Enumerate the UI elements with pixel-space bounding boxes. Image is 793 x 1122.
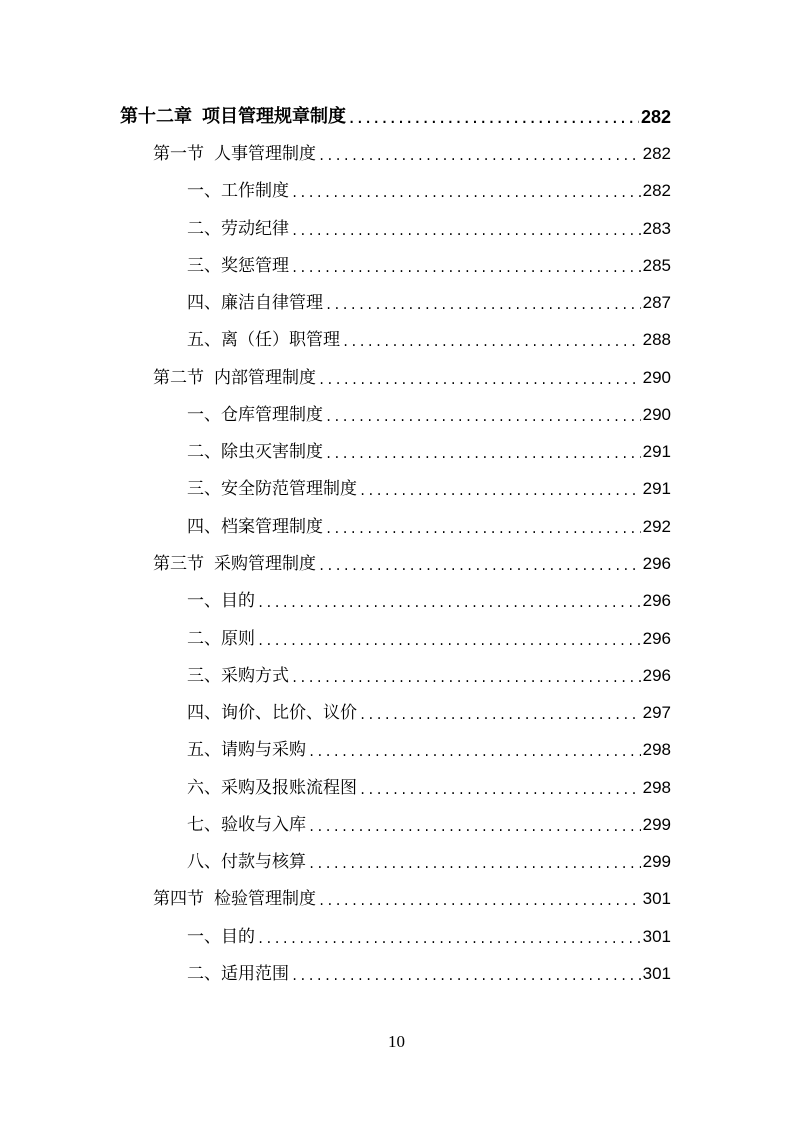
toc-entry-page: 298 <box>642 740 671 759</box>
toc-entry-text: 一、工作制度 <box>187 181 289 201</box>
toc-dot-leader <box>291 222 641 240</box>
toc-entry-subsection[interactable] <box>187 286 671 314</box>
toc-entry-subsection[interactable] <box>187 510 671 538</box>
toc-entry-page: 299 <box>642 852 671 871</box>
toc-entry-page: 287 <box>642 293 671 312</box>
toc-entry-page: 291 <box>642 479 671 498</box>
toc-entry-text: 内部管理制度 <box>214 368 316 388</box>
toc-entry-page: 285 <box>642 256 671 275</box>
toc-entry-subsection[interactable] <box>187 584 671 612</box>
toc-entry-page: 296 <box>642 554 671 573</box>
toc-entry-subsection[interactable] <box>187 920 671 948</box>
toc-entry-number: 第三节 <box>153 554 204 574</box>
toc-entry-subsection[interactable] <box>187 808 671 836</box>
toc-entry-text: 七、验收与入库 <box>187 815 306 835</box>
toc-entry-text: 人事管理制度 <box>214 144 316 164</box>
toc-entry-section[interactable] <box>153 547 671 575</box>
toc-entry-page: 290 <box>642 368 671 387</box>
toc-entry-subsection[interactable] <box>187 771 671 799</box>
toc-entry-title <box>187 478 357 500</box>
toc-dot-leader <box>257 632 641 650</box>
toc-entry-number: 第一节 <box>153 144 204 164</box>
toc-dot-leader <box>359 706 641 724</box>
toc-entry-subsection[interactable] <box>187 733 671 761</box>
toc-entry-page: 288 <box>642 330 671 349</box>
toc-entry-title <box>187 590 255 612</box>
toc-dot-leader <box>257 594 641 612</box>
toc-entry-text: 六、采购及报账流程图 <box>187 778 357 798</box>
toc-entry-text: 二、适用范围 <box>187 964 289 984</box>
toc-entry-subsection[interactable] <box>187 435 671 463</box>
toc-entry-text: 检验管理制度 <box>214 889 316 909</box>
toc-entry-title <box>187 218 289 240</box>
toc-entry-page: 296 <box>642 666 671 685</box>
toc-dot-leader <box>342 333 641 351</box>
toc-entry-title <box>187 404 323 426</box>
toc-entry-title <box>153 143 316 165</box>
toc-entry-title <box>187 777 357 799</box>
toc-entry-page: 299 <box>642 815 671 834</box>
toc-entry-text: 采购管理制度 <box>214 554 316 574</box>
toc-dot-leader <box>291 184 641 202</box>
toc-entry-number: 第十二章 <box>120 106 192 127</box>
toc-entry-number: 第四节 <box>153 889 204 909</box>
toc-entry-subsection[interactable] <box>187 696 671 724</box>
toc-entry-page: 301 <box>642 889 671 908</box>
toc-entry-title <box>187 665 289 687</box>
toc-entry-page: 282 <box>642 144 671 163</box>
toc-entry-section[interactable] <box>153 882 671 910</box>
toc-entry-text: 二、劳动纪律 <box>187 219 289 239</box>
toc-entry-text: 四、询价、比价、议价 <box>187 703 357 723</box>
toc-entry-title <box>187 516 323 538</box>
toc-entry-subsection[interactable] <box>187 659 671 687</box>
toc-dot-leader <box>291 259 641 277</box>
toc-entry-text: 一、目的 <box>187 591 255 611</box>
toc-entry-page: 297 <box>642 703 671 722</box>
toc-dot-leader <box>325 296 641 314</box>
toc-entry-subsection[interactable] <box>187 622 671 650</box>
toc-dot-leader <box>325 445 641 463</box>
toc-entry-title <box>187 628 255 650</box>
toc-entry-title <box>153 888 316 910</box>
toc-entry-title <box>187 702 357 724</box>
toc-entry-text: 一、仓库管理制度 <box>187 405 323 425</box>
toc-entry-page: 292 <box>642 517 671 536</box>
toc-dot-leader <box>291 967 641 985</box>
toc-entry-title <box>187 963 289 985</box>
toc-entry-title <box>187 180 289 202</box>
toc-dot-leader <box>325 520 641 538</box>
toc-dot-leader <box>308 743 641 761</box>
toc-entry-chapter[interactable] <box>120 100 671 128</box>
toc-entry-title <box>187 329 340 351</box>
toc-entry-section[interactable] <box>153 361 671 389</box>
toc-dot-leader <box>359 781 641 799</box>
toc-entry-section[interactable] <box>153 137 671 165</box>
toc-dot-leader <box>348 110 639 128</box>
toc-entry-subsection[interactable] <box>187 398 671 426</box>
toc-entry-text: 三、安全防范管理制度 <box>187 479 357 499</box>
toc-entry-title <box>120 106 346 128</box>
toc-dot-leader <box>318 557 641 575</box>
toc-dot-leader <box>257 930 641 948</box>
toc-entry-page: 296 <box>642 591 671 610</box>
toc-dot-leader <box>308 855 641 873</box>
page-number: 10 <box>388 1032 405 1051</box>
toc-entry-subsection[interactable] <box>187 957 671 985</box>
toc-entry-text: 项目管理规章制度 <box>202 106 346 127</box>
toc-dot-leader <box>308 818 641 836</box>
toc-entry-subsection[interactable] <box>187 174 671 202</box>
toc-entry-subsection[interactable] <box>187 472 671 500</box>
toc-entry-subsection[interactable] <box>187 845 671 873</box>
toc-entry-page: 291 <box>642 442 671 461</box>
toc-dot-leader <box>318 892 641 910</box>
toc-entry-text: 八、付款与核算 <box>187 852 306 872</box>
toc-dot-leader <box>325 408 641 426</box>
toc-entry-page: 296 <box>642 629 671 648</box>
toc-entry-text: 四、档案管理制度 <box>187 517 323 537</box>
toc-entry-title <box>187 441 323 463</box>
toc-entry-title <box>187 255 289 277</box>
toc-entry-page: 298 <box>642 778 671 797</box>
toc-entry-number: 第二节 <box>153 368 204 388</box>
toc-entry-title <box>187 851 306 873</box>
toc-entry-text: 二、除虫灭害制度 <box>187 442 323 462</box>
toc-entry-title <box>153 553 316 575</box>
toc-entry-page: 282 <box>640 107 671 127</box>
toc-dot-leader <box>291 669 641 687</box>
toc-entry-title <box>187 926 255 948</box>
toc-entry-title <box>187 292 323 314</box>
toc-entry-page: 290 <box>642 405 671 424</box>
toc-dot-leader <box>318 147 641 165</box>
toc-entry-page: 301 <box>642 927 671 946</box>
toc-entry-subsection[interactable] <box>187 212 671 240</box>
toc-entry-text: 三、奖惩管理 <box>187 256 289 276</box>
toc-entry-title <box>187 739 306 761</box>
toc-entry-page: 282 <box>642 181 671 200</box>
toc-entry-subsection[interactable] <box>187 249 671 277</box>
toc-entry-subsection[interactable] <box>187 323 671 351</box>
toc-entry-text: 二、原则 <box>187 629 255 649</box>
toc-entry-title <box>187 814 306 836</box>
toc-entry-text: 五、离（任）职管理 <box>187 330 340 350</box>
toc-entry-text: 四、廉洁自律管理 <box>187 293 323 313</box>
toc-dot-leader <box>318 371 641 389</box>
toc-entry-text: 五、请购与采购 <box>187 740 306 760</box>
toc-entry-title <box>153 367 316 389</box>
toc-entry-page: 283 <box>642 219 671 238</box>
toc-entry-text: 三、采购方式 <box>187 666 289 686</box>
toc-dot-leader <box>359 482 641 500</box>
toc-entry-text: 一、目的 <box>187 927 255 947</box>
toc-entry-page: 301 <box>642 964 671 983</box>
